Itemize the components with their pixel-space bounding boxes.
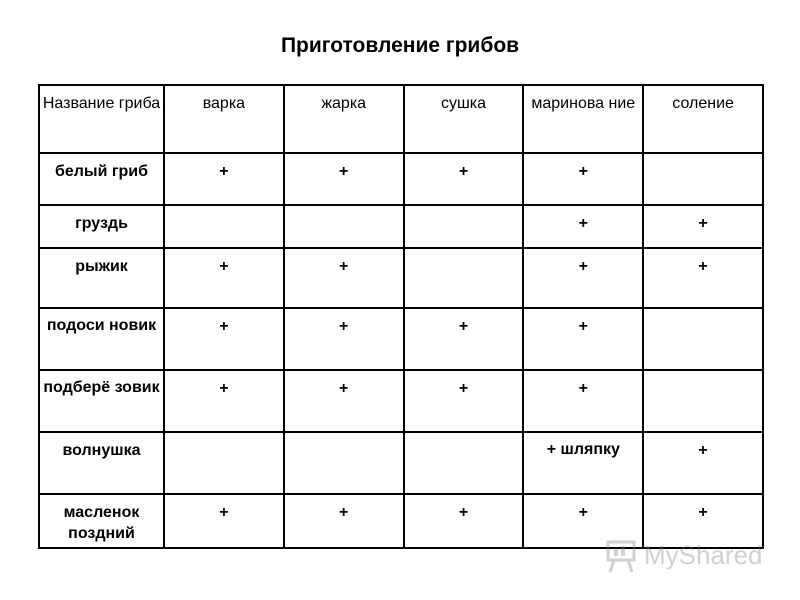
table-cell: + xyxy=(284,494,404,548)
watermark-logo xyxy=(604,538,764,574)
table-cell xyxy=(643,370,763,432)
table-cell: + xyxy=(404,494,524,548)
table-row xyxy=(39,205,763,248)
table-cell xyxy=(404,248,524,308)
table-cell: рыжик xyxy=(39,248,164,308)
table-cell: масленок поздний xyxy=(39,494,164,548)
header-cell: Название гриба xyxy=(39,85,164,153)
table-cell xyxy=(284,205,404,248)
table-cell: + xyxy=(164,494,284,548)
table-cell: + xyxy=(164,308,284,370)
mushroom-preparation-table xyxy=(38,84,764,549)
table-cell: + xyxy=(164,370,284,432)
table-cell: + xyxy=(164,153,284,205)
header-cell: жарка xyxy=(284,85,404,153)
table-cell: + xyxy=(523,370,643,432)
table-row xyxy=(39,432,763,494)
table-row xyxy=(39,153,763,205)
table-cell: + xyxy=(284,153,404,205)
table-cell: + xyxy=(643,205,763,248)
table-cell xyxy=(164,205,284,248)
header-cell: маринова ние xyxy=(523,85,643,153)
table-cell xyxy=(404,205,524,248)
table-row xyxy=(39,248,763,308)
table-cell: + xyxy=(643,494,763,548)
table-cell: груздь xyxy=(39,205,164,248)
table-header-row xyxy=(39,85,763,153)
table-cell: волнушка xyxy=(39,432,164,494)
table-cell: + xyxy=(643,248,763,308)
table-cell: + xyxy=(523,308,643,370)
table-cell xyxy=(643,308,763,370)
table-cell: + xyxy=(404,370,524,432)
table-cell: + xyxy=(404,153,524,205)
table-cell: + xyxy=(523,248,643,308)
table-cell: + xyxy=(523,205,643,248)
table-cell: + xyxy=(164,248,284,308)
header-cell: варка xyxy=(164,85,284,153)
table-row xyxy=(39,370,763,432)
page-title: Приготовление грибов xyxy=(280,34,520,57)
table-cell: + xyxy=(284,370,404,432)
table-cell: + xyxy=(643,432,763,494)
presentation-icon xyxy=(604,538,638,574)
table-cell xyxy=(284,432,404,494)
table-cell xyxy=(404,432,524,494)
table-row xyxy=(39,308,763,370)
table-cell: + xyxy=(523,494,643,548)
table-cell xyxy=(164,432,284,494)
table-cell xyxy=(643,153,763,205)
table-cell: + xyxy=(284,308,404,370)
table-cell: + xyxy=(284,248,404,308)
header-cell: соление xyxy=(643,85,763,153)
table-cell: подберё зовик xyxy=(39,370,164,432)
watermark-text: MyShared xyxy=(644,540,763,570)
header-cell: сушка xyxy=(404,85,524,153)
table-cell: белый гриб xyxy=(39,153,164,205)
table-cell: подоси новик xyxy=(39,308,164,370)
table-cell: + шляпку xyxy=(523,432,643,494)
table-cell: + xyxy=(404,308,524,370)
table-cell: + xyxy=(523,153,643,205)
